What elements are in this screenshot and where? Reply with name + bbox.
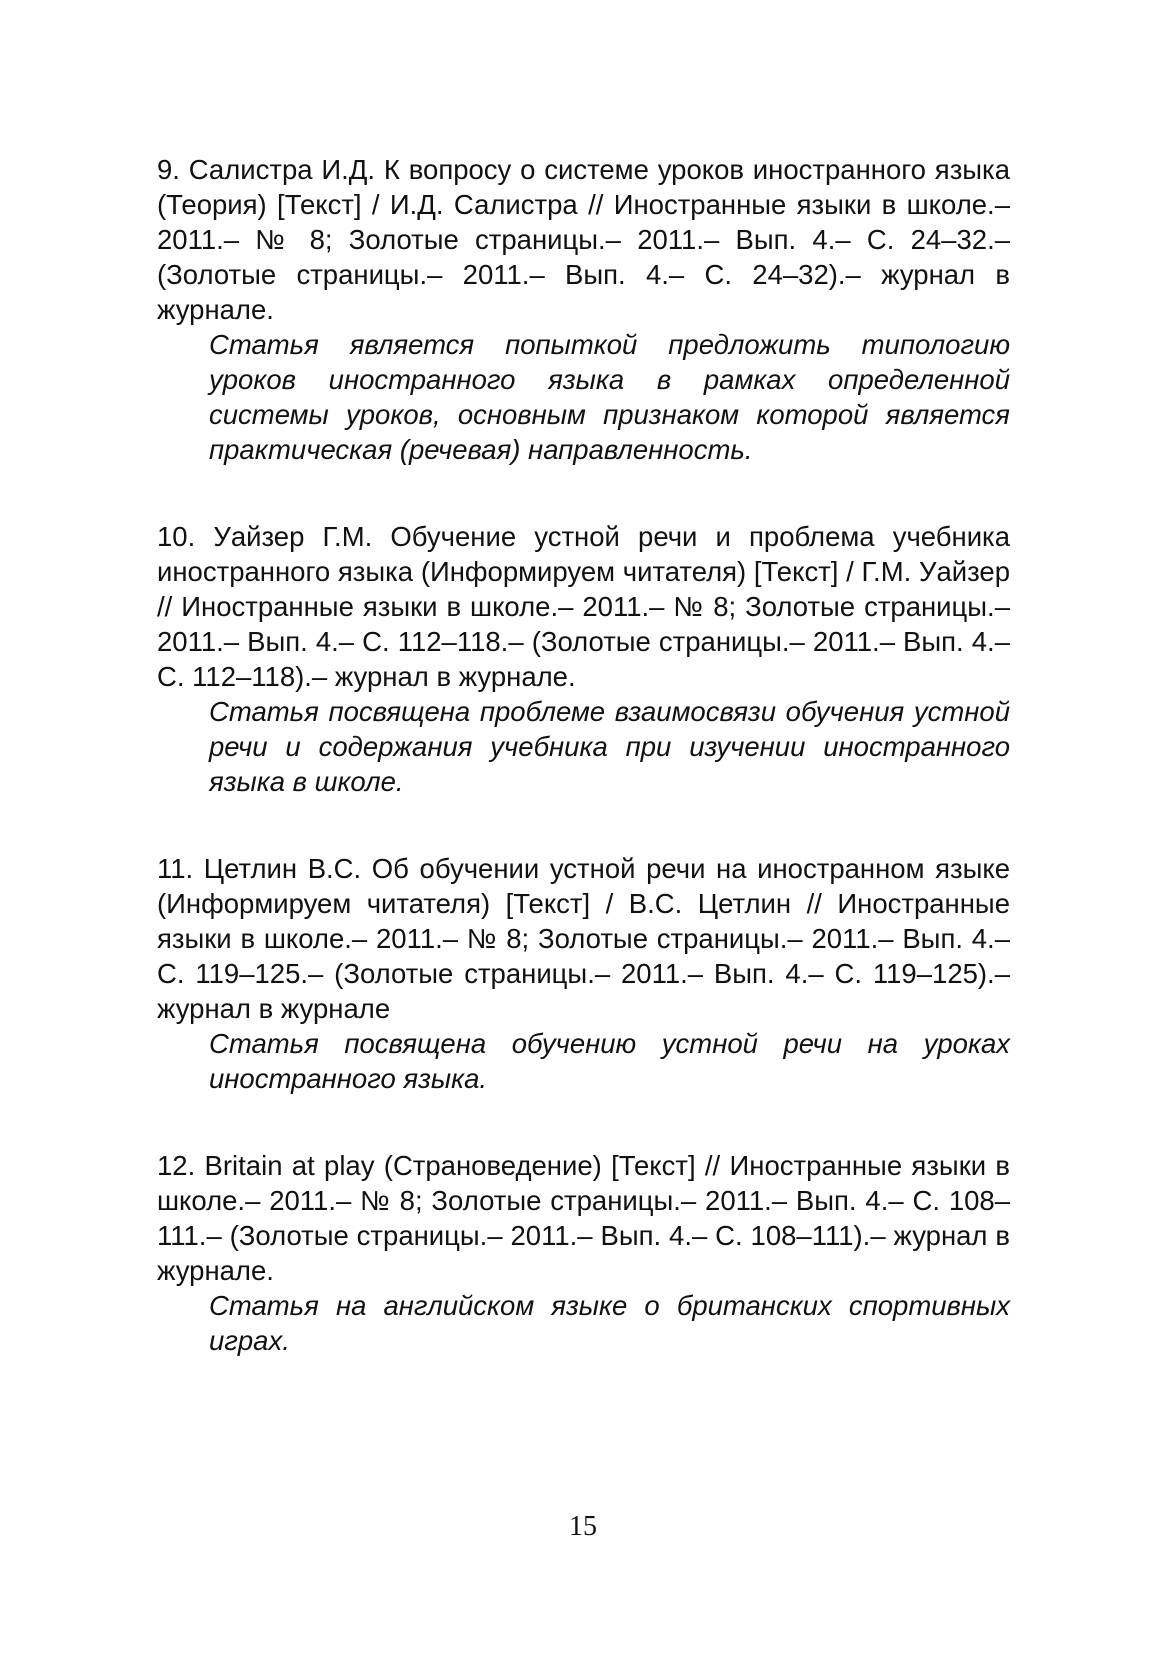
page-number: 15 [569, 1511, 597, 1542]
entry-citation: 12. Britain at play (Страноведение) [Текст] // Иностранные языки в школе.– 2011.– № 8; Золотые страницы.– 2011.– Вып. 4.– С. 108–111.– (Золотые страницы.– 2011.– Вып. 4.– С. 108–111).– журнал в журнале. [157, 1150, 1010, 1286]
bibliography-list [157, 152, 1010, 1410]
entry-citation: 10. Уайзер Г.М. Обучение устной речи и проблема учебника иностранного языка (Информируем читателя) [Текст] / Г.М. Уайзер // Иностранные языки в школе.– 2011.– № 8; Золотые страницы.– 2011.– Вып. 4.– С. 112–118.– (Золотые страницы.– 2011.– Вып. 4.– С. 112–118).– журнал в журнале. [157, 521, 1010, 692]
bibliography-entry [157, 851, 1010, 1096]
bibliography-entry [157, 1148, 1010, 1358]
entry-annotation: Статья посвящена обучению устной речи на уроках иностранного языка. [209, 1028, 1010, 1094]
entry-citation: 11. Цетлин В.С. Об обучении устной речи на иностранном языке (Информируем читателя) [Текст] / В.С. Цетлин // Иностранные языки в школе.– 2011.– № 8; Золотые страницы.– 2011.– Вып. 4.– С. 119–125.– (Золотые страницы.– 2011.– Вып. 4.– С. 119–125).– журнал в журнале [157, 853, 1010, 1024]
bibliography-entry [157, 152, 1010, 467]
entry-annotation: Статья является попыткой предложить типологию уроков иностранного языка в рамках определенной системы уроков, основным признаком которой является практическая (речевая) направленность. [209, 329, 1010, 465]
bibliography-entry [157, 519, 1010, 799]
entry-annotation: Статья на английском языке о британских спортивных играх. [209, 1290, 1010, 1356]
entry-annotation: Статья посвящена проблеме взаимосвязи обучения устной речи и содержания учебника при изучении иностранного языка в школе. [209, 696, 1010, 797]
entry-citation: 9. Салистра И.Д. К вопросу о системе уроков иностранного языка (Теория) [Текст] / И.Д. Салистра // Иностранные языки в школе.– 2011.– № 8; Золотые страницы.– 2011.– Вып. 4.– С. 24–32.– (Золотые страницы.– 2011.– Вып. 4.– С. 24–32).– журнал в журнале. [157, 154, 1010, 325]
